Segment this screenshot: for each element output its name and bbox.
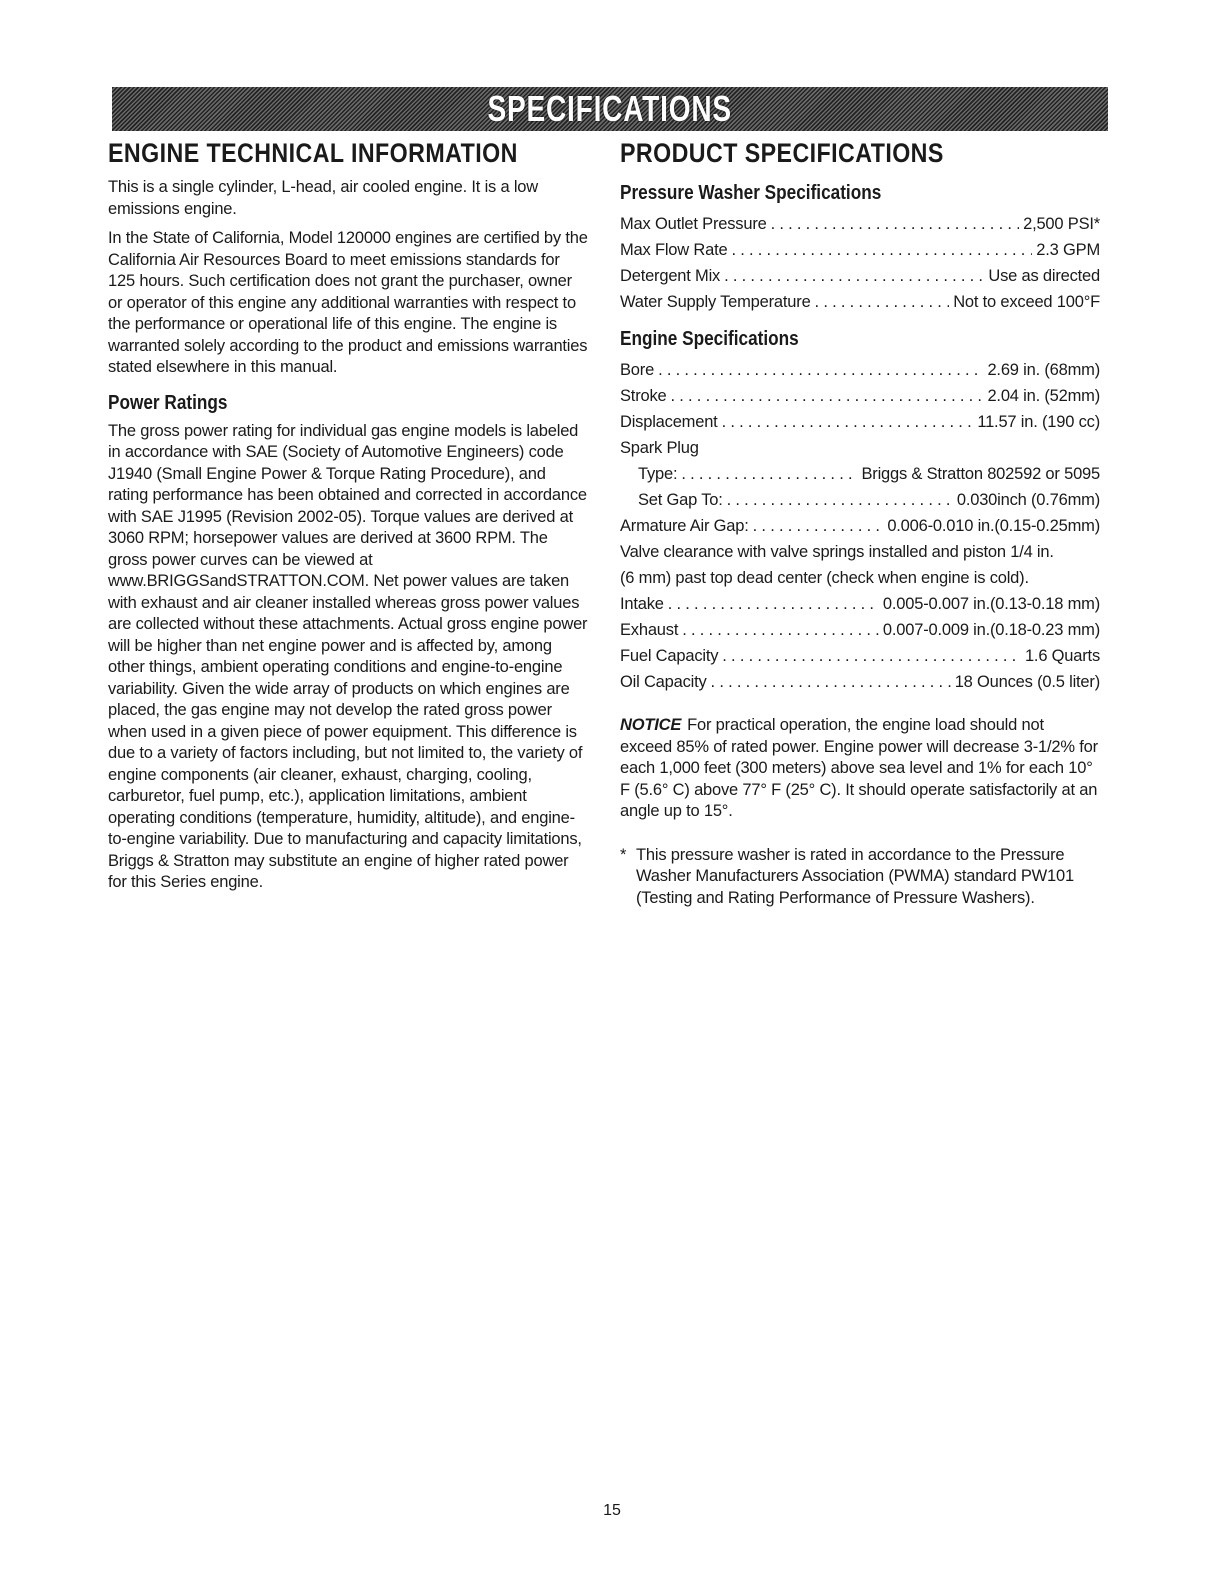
spec-value: 2,500 PSI* xyxy=(1023,215,1100,234)
banner-title: SPECIFICATIONS xyxy=(487,88,733,129)
leader-dots xyxy=(681,461,857,487)
spec-row-displacement xyxy=(620,409,1100,435)
spec-row-detergent-mix xyxy=(620,263,1100,289)
spec-row-oil-capacity xyxy=(620,669,1100,695)
leader-dots xyxy=(668,591,879,617)
leader-dots xyxy=(771,211,1020,237)
leader-dots xyxy=(711,669,951,695)
leader-dots xyxy=(682,617,879,643)
spec-label: Armature Air Gap: xyxy=(620,517,749,536)
spec-label: Max Outlet Pressure xyxy=(620,215,767,234)
spec-row-stroke xyxy=(620,383,1100,409)
spark-plug-label: Spark Plug xyxy=(620,439,699,458)
spec-label: Max Flow Rate xyxy=(620,241,728,260)
spec-label: Type: xyxy=(638,465,678,484)
spec-row-max-flow-rate xyxy=(620,237,1100,263)
spec-value: 11.57 in. (190 cc) xyxy=(977,413,1100,432)
notice-paragraph xyxy=(620,715,1100,823)
spec-label: Bore xyxy=(620,361,655,380)
pressure-washer-specs-heading: Pressure Washer Specifications xyxy=(620,182,882,205)
power-ratings-heading: Power Ratings xyxy=(108,391,228,414)
leader-dots xyxy=(815,289,950,315)
leader-dots xyxy=(753,513,884,539)
section-banner xyxy=(112,87,1108,131)
spec-value: 2.69 in. (68mm) xyxy=(987,361,1100,380)
leader-dots xyxy=(671,383,984,409)
spec-label: Set Gap To: xyxy=(638,491,723,510)
spec-label: Detergent Mix xyxy=(620,267,721,286)
valve-clearance-line-1: Valve clearance with valve springs installed and piston 1/4 in. xyxy=(620,543,1054,562)
product-specifications-heading: PRODUCT SPECIFICATIONS xyxy=(620,138,944,168)
engine-technical-info-column xyxy=(108,138,588,902)
spec-value: 0.006-0.010 in.(0.15-0.25mm) xyxy=(887,517,1100,536)
leader-dots xyxy=(722,409,974,435)
spec-value: 2.3 GPM xyxy=(1036,241,1100,260)
notice-tag: NOTICE xyxy=(620,716,682,735)
leader-dots xyxy=(658,357,983,383)
pwma-footnote xyxy=(620,845,1100,910)
spec-label: Displacement xyxy=(620,413,718,432)
notice-text: For practical operation, the engine load should not exceed 85% of rated power. Engine power will decrease 3-1/2% for each 1,000 feet (300 meters) above sea level and 1% for each 10° F (5.6° C) above 77° F (25° C). It should operate satisfactorily at an angle up to 15°. xyxy=(620,716,1098,821)
engine-technical-heading: ENGINE TECHNICAL INFORMATION xyxy=(108,138,518,168)
spec-label: Water Supply Temperature xyxy=(620,293,811,312)
spec-label: Intake xyxy=(620,595,664,614)
spec-label: Oil Capacity xyxy=(620,673,707,692)
spec-value: 2.04 in. (52mm) xyxy=(987,387,1100,406)
spec-value: 18 Ounces (0.5 liter) xyxy=(954,673,1100,692)
spec-row-exhaust xyxy=(620,617,1100,643)
spec-value: Use as directed xyxy=(988,267,1100,286)
product-specifications-column xyxy=(620,138,1100,909)
footnote-text: This pressure washer is rated in accordance to the Pressure Washer Manufacturers Association (PWMA) standard PW101 (Testing and Rating Performance of Pressure Washers). xyxy=(636,845,1074,907)
spec-row-fuel-capacity xyxy=(620,643,1100,669)
leader-dots xyxy=(727,487,953,513)
spec-row-plug-gap xyxy=(620,487,1100,513)
page-number: 15 xyxy=(603,1502,621,1519)
spec-value: 0.007-0.009 in.(0.18-0.23 mm) xyxy=(882,621,1100,640)
footnote-asterisk: * xyxy=(620,845,627,864)
california-paragraph: In the State of California, Model 120000 engines are certified by the California Air Resources Board to meet emissions standards for 125 hours. Such certification does not grant the purchaser, owner or operator of this engine any additional warranties with respect to the performance or operational life of this engine. The engine is warranted solely according to the product and emissions warranties stated elsewhere in this manual. xyxy=(108,229,588,377)
spec-row-bore xyxy=(620,357,1100,383)
spec-label: Exhaust xyxy=(620,621,679,640)
spec-row-armature-air-gap xyxy=(620,513,1100,539)
spec-label: Fuel Capacity xyxy=(620,647,719,666)
spec-row-plug-type xyxy=(620,461,1100,487)
spec-row-max-outlet-pressure xyxy=(620,211,1100,237)
leader-dots xyxy=(722,643,1021,669)
engine-intro-paragraph: This is a single cylinder, L-head, air cooled engine. It is a low emissions engine. xyxy=(108,178,538,218)
power-ratings-paragraph: The gross power rating for individual gas engine models is labeled in accordance with SAE (Society of Automotive Engineers) code J1940 (Small Engine Power & Torque Rating Procedure), and rating performance has been obtained and corrected in accordance with SAE J1995 (Revision 2002-05). Torque values are derived at 3060 RPM; horsepower values are derived at 3600 RPM. The gross power curves can be viewed at www.BRIGGSandSTRATTON.COM. Net power values are taken with exhaust and air cleaner installed whereas gross power values are collected without these attachments. Actual gross engine power will be higher than net engine power and is affected by, among other things, ambient operating conditions and engine-to-engine variability. Given the wide array of products on which engines are placed, the gas engine may not develop the rated gross power when used in a given piece of power equipment. This difference is due to a variety of factors including, but not limited to, the variety of engine components (air cleaner, exhaust, charging, cooling, carburetor, fuel pump, etc.), application limitations, ambient operating conditions (temperature, humidity, altitude), and engine-to-engine variability. Due to manufacturing and capacity limitations, Briggs & Stratton may substitute an engine of higher rated power for this Series engine. xyxy=(108,421,588,892)
valve-clearance-line-2: (6 mm) past top dead center (check when engine is cold). xyxy=(620,569,1029,588)
spec-value: 1.6 Quarts xyxy=(1024,647,1100,666)
leader-dots xyxy=(731,237,1032,263)
engine-specs-heading: Engine Specifications xyxy=(620,328,799,351)
spec-value: Not to exceed 100°F xyxy=(953,293,1100,312)
spec-label: Stroke xyxy=(620,387,667,406)
spec-row-intake xyxy=(620,591,1100,617)
leader-dots xyxy=(724,263,984,289)
spec-value: 0.005-0.007 in.(0.13-0.18 mm) xyxy=(882,595,1100,614)
spec-value: Briggs & Stratton 802592 or 5095 xyxy=(861,465,1100,484)
spec-value: 0.030inch (0.76mm) xyxy=(956,491,1100,510)
spec-row-water-supply-temperature xyxy=(620,289,1100,315)
